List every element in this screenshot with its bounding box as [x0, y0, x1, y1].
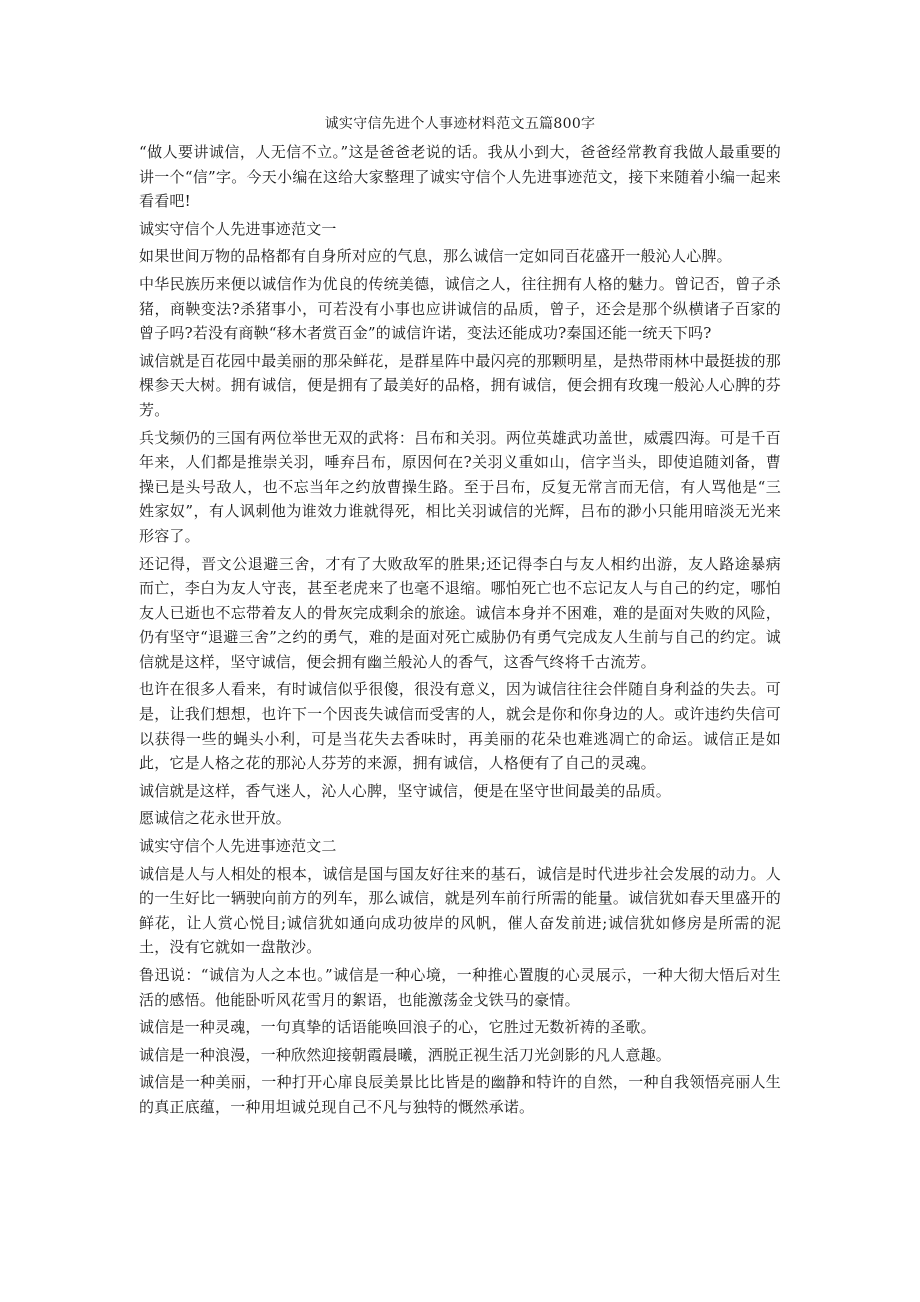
paragraph: 兵戈频仍的三国有两位举世无双的武将：吕布和关羽。两位英雄武功盖世，威震四海。可是千百年来，人们都是推崇关羽，唾弃吕布，原因何在?关羽义重如山，信字当头，即使追随刘备，曹操已是头号敌人，也不忘当年之约放曹操生路。至于吕布，反复无常言而无信，有人骂他是“三姓家奴”，有人讽刺他为谁效力谁就得死，相比关羽诚信的光辉，吕布的渺小只能用暗淡无光来形容了。 — [139, 428, 781, 545]
paragraph: 诚信就是百花园中最美丽的那朵鲜花，是群星阵中最闪亮的那颗明星，是热带雨林中最挺拔的那棵参天大树。拥有诚信，便是拥有了最美好的品格，拥有诚信，便会拥有玫瑰一般沁人心脾的芬芳。 — [139, 351, 781, 419]
paragraph: 也许在很多人看来，有时诚信似乎很傻，很没有意义，因为诚信往往会伴随自身利益的失去。可是，让我们想想，也许下一个因丧失诚信而受害的人，就会是你和你身边的人。或许违约失信可以获得一些的蝇头小利，可是当花失去香味时，再美丽的花朵也难逃凋亡的命运。诚信正是如此，它是人格之花的那沁人芬芳的来源，拥有诚信，人格便有了自己的灵魂。 — [139, 680, 781, 773]
paragraph: 愿诚信之花永世开放。 — [139, 809, 292, 828]
section-heading: 诚实守信个人先进事迹范文二 — [139, 837, 337, 856]
paragraph: “做人要讲诚信，人无信不立。”这是爸爸老说的话。我从小到大，爸爸经常教育我做人最重要的讲一个“信”字。今天小编在这给大家整理了诚实守信个人先进事迹范文，接下来随着小编一起来看看吧! — [139, 143, 781, 211]
paragraph: 诚信就是这样，香气迷人，沁人心脾，坚守诚信，便是在坚守世间最美的品质。 — [139, 781, 672, 800]
document-body — [139, 140, 781, 1120]
paragraph: 诚信是一种美丽，一种打开心扉良辰美景比比皆是的幽静和特许的自然，一种自我领悟亮丽人生的真正底蕴，一种用坦诚兑现自己不凡与独特的慨然承诺。 — [139, 1073, 781, 1116]
paragraph: 中华民族历来便以诚信作为优良的传统美德，诚信之人，往往拥有人格的魅力。曾记否，曾子杀猪，商鞅变法?杀猪事小，可若没有小事也应讲诚信的品质，曾子，还会是那个纵横诸子百家的曾子吗?若没有商鞅“移木者赏百金”的诚信许诺，变法还能成功?秦国还能一统天下吗? — [139, 274, 781, 343]
paragraph: 还记得，晋文公退避三舍，才有了大败敌军的胜果;还记得李白与友人相约出游，友人路途暴病而亡，李白为友人守丧，甚至老虎来了也毫不退缩。哪怕死亡也不忘记友人与自己的约定，哪怕友人已逝也不忘带着友人的骨灰完成剩余的旅途。诚信本身并不困难，难的是面对失败的风险，仍有坚守“退避三舍”之约的勇气，难的是面对死亡威胁仍有勇气完成友人生前与自己的约定。诚信就是这样，坚守诚信，便会拥有幽兰般沁人的香气，这香气终将千古流芳。 — [139, 554, 781, 671]
paragraph: 如果世间万物的品格都有自身所对应的气息，那么诚信一定如同百花盛开一般沁人心脾。 — [139, 247, 732, 266]
paragraph: 诚信是人与人相处的根本，诚信是国与国友好往来的基石，诚信是时代进步社会发展的动力。人的一生好比一辆驶向前方的列车，那么诚信，就是列车前行所需的能量。诚信犹如春天里盛开的鲜花，让人赏心悦目;诚信犹如通向成功彼岸的风帆，催人奋发前进;诚信犹如修房是所需的泥土，没有它就如一盘散沙。 — [139, 864, 781, 957]
paragraph: 诚信是一种浪漫，一种欣然迎接朝霞晨曦，洒脱正视生活刀光剑影的凡人意趣。 — [139, 1045, 672, 1064]
paragraph: 诚信是一种灵魂，一句真挚的话语能唤回浪子的心，它胜过无数祈祷的圣歌。 — [139, 1018, 656, 1037]
section-heading: 诚实守信个人先进事迹范文一 — [139, 219, 337, 238]
paragraph: 鲁迅说：“诚信为人之本也。”诚信是一种心境，一种推心置腹的心灵展示，一种大彻大悟后对生活的感悟。他能卧听风花雪月的絮语，也能激荡金戈铁马的豪情。 — [139, 966, 781, 1009]
document-title: 诚实守信先进个人事迹材料范文五篇800字 — [324, 116, 596, 132]
document-page — [139, 112, 781, 1123]
